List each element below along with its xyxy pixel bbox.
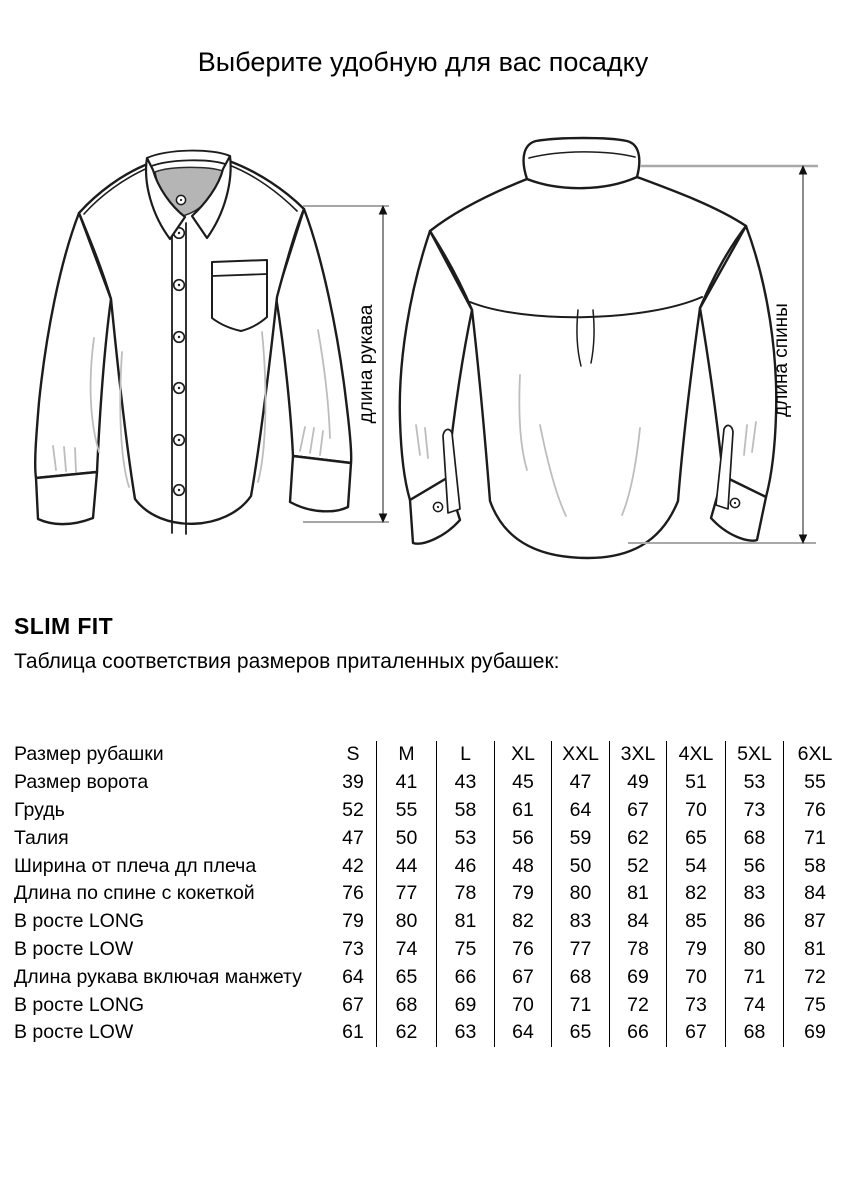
size-value-cell: 47 [552,769,610,797]
size-value-cell: 79 [330,908,377,936]
row-label: Длина рукава включая манжету [14,965,302,988]
size-value-cell: 68 [377,991,437,1019]
size-value-cell: 70 [667,963,726,991]
size-value-cell: 73 [667,991,726,1019]
size-value-cell: 74 [726,991,784,1019]
size-value-cell: 79 [667,936,726,964]
size-value-cell: 41 [377,769,437,797]
size-value-cell: 67 [495,963,552,991]
size-table [0,741,846,1047]
size-value-cell: 49 [610,769,667,797]
size-value-cell: 64 [552,797,610,825]
size-value-cell: 76 [495,936,552,964]
size-value-cell: 53 [437,824,495,852]
size-value-cell: 70 [667,797,726,825]
size-value-cell: 80 [377,908,437,936]
size-value-cell: 58 [804,854,826,877]
size-value-cell: 69 [437,991,495,1019]
row-label: В росте LONG [14,993,145,1016]
row-label: Грудь [14,798,65,821]
size-value-cell: 56 [726,852,784,880]
size-value-cell: 51 [667,769,726,797]
size-value-cell: 52 [610,852,667,880]
size-value-cell: 84 [804,882,826,905]
size-value-cell: 76 [804,798,826,821]
size-table-header-label: Размер рубашки [14,743,164,766]
fit-section-heading: SLIM FIT [14,613,114,639]
size-value-cell: 42 [330,852,377,880]
size-value-cell: 72 [610,991,667,1019]
row-label: В росте LONG [14,910,145,933]
size-value-cell: 46 [437,852,495,880]
size-value-cell: 47 [330,824,377,852]
size-value-cell: 87 [804,910,826,933]
size-value-cell: 64 [330,963,377,991]
size-value-cell: 82 [667,880,726,908]
size-value-cell: 67 [610,797,667,825]
size-column-header: 6XL [797,743,833,766]
size-value-cell: 43 [437,769,495,797]
size-value-cell: 63 [437,1019,495,1047]
size-value-cell: 68 [726,1019,784,1047]
front-shirt-drawing [35,151,351,534]
size-value-cell: 78 [610,936,667,964]
row-label: Длина по спине с кокеткой [14,882,255,905]
size-value-cell: 67 [330,991,377,1019]
size-value-cell: 80 [726,936,784,964]
size-value-cell: 67 [667,1019,726,1047]
size-value-cell: 86 [726,908,784,936]
row-label: Размер ворота [14,771,149,794]
size-value-cell: 78 [437,880,495,908]
size-value-cell: 65 [667,824,726,852]
size-column-header: S [330,741,377,769]
row-label: В росте LOW [14,1021,134,1044]
size-value-cell: 45 [495,769,552,797]
size-column-header: 4XL [667,741,726,769]
size-column-header: XL [495,741,552,769]
size-value-cell: 71 [552,991,610,1019]
row-label: В росте LOW [14,937,134,960]
size-value-cell: 71 [726,963,784,991]
back-shirt-drawing [400,138,776,558]
size-value-cell: 79 [495,880,552,908]
size-value-cell: 68 [726,824,784,852]
size-value-cell: 72 [804,965,826,988]
size-value-cell: 61 [495,797,552,825]
row-label: Ширина от плеча дл плеча [14,854,257,877]
size-value-cell: 82 [495,908,552,936]
size-value-cell: 62 [610,824,667,852]
size-value-cell: 55 [804,771,826,794]
size-column-header: M [377,741,437,769]
size-value-cell: 65 [377,963,437,991]
row-label: Талия [14,826,69,849]
collar-button [176,195,185,204]
size-column-header: XXL [552,741,610,769]
back-collar [524,138,640,188]
sleeve-length-label: длина рукава [356,304,377,424]
size-table-caption: Таблица соответствия размеров приталенных рубашек: [14,650,560,673]
size-value-cell: 65 [552,1019,610,1047]
size-value-cell: 39 [330,769,377,797]
size-column-header: 5XL [726,741,784,769]
size-value-cell: 54 [667,852,726,880]
size-value-cell: 70 [495,991,552,1019]
size-value-cell: 75 [804,993,826,1016]
size-value-cell: 81 [610,880,667,908]
size-value-cell: 50 [552,852,610,880]
size-value-cell: 81 [437,908,495,936]
size-value-cell: 83 [552,908,610,936]
page-title: Выберите удобную для вас посадку [197,47,649,77]
size-value-cell: 59 [552,824,610,852]
size-value-cell: 77 [552,936,610,964]
size-value-cell: 44 [377,852,437,880]
size-value-cell: 62 [377,1019,437,1047]
back-body [430,177,746,558]
size-value-cell: 77 [377,880,437,908]
size-value-cell: 48 [495,852,552,880]
chest-pocket [212,260,267,331]
size-value-cell: 74 [377,936,437,964]
size-value-cell: 84 [610,908,667,936]
front-right-cuff [290,456,351,511]
size-value-cell: 64 [495,1019,552,1047]
size-value-cell: 50 [377,824,437,852]
size-value-cell: 73 [330,936,377,964]
size-column-header: L [437,741,495,769]
size-column-header: 3XL [610,741,667,769]
size-value-cell: 71 [804,826,826,849]
size-value-cell: 85 [667,908,726,936]
size-value-cell: 66 [610,1019,667,1047]
front-left-cuff [36,472,97,524]
size-value-cell: 75 [437,936,495,964]
size-value-cell: 69 [610,963,667,991]
size-value-cell: 68 [552,963,610,991]
back-length-label: длина спины [771,303,792,417]
size-value-cell: 55 [377,797,437,825]
size-value-cell: 53 [726,769,784,797]
size-value-cell: 73 [726,797,784,825]
size-value-cell: 80 [552,880,610,908]
size-value-cell: 58 [437,797,495,825]
size-value-cell: 66 [437,963,495,991]
size-value-cell: 81 [804,937,826,960]
size-value-cell: 61 [330,1019,377,1047]
size-value-cell: 83 [726,880,784,908]
size-value-cell: 69 [804,1021,826,1044]
size-value-cell: 56 [495,824,552,852]
size-value-cell: 76 [330,880,377,908]
size-value-cell: 52 [330,797,377,825]
